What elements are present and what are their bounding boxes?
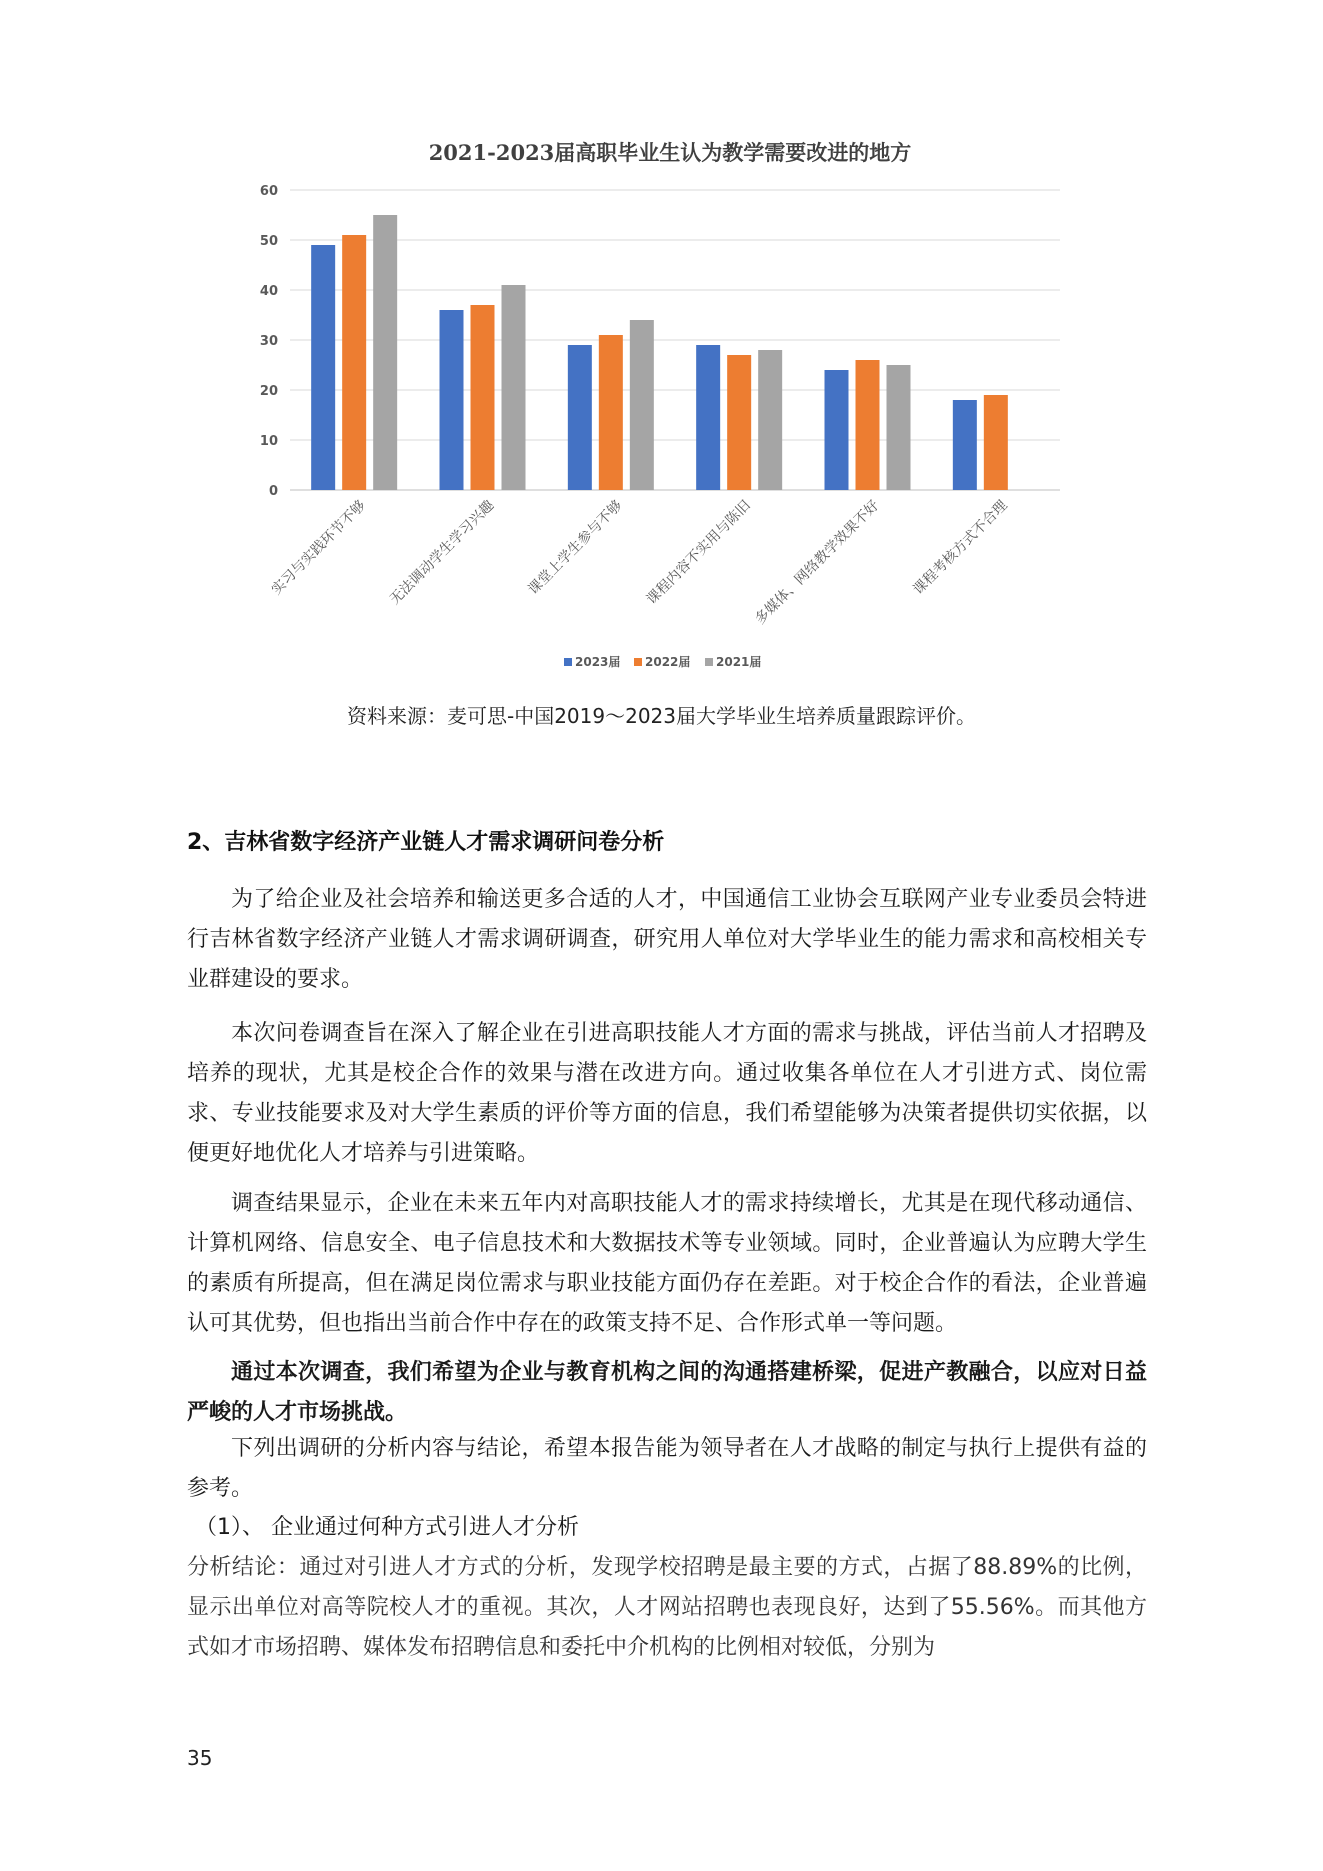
y-tick-label: 60 (259, 184, 278, 199)
bar-2022届-5 (984, 395, 1008, 490)
source-note: 资料来源：麦可思-中国2019～2023届大学毕业生培养质量跟踪评价。 (346, 704, 976, 728)
legend-swatch (634, 658, 642, 666)
sub-heading: （1）、 企业通过何种方式引进人才分析 (195, 1515, 579, 1540)
bar-2022届-0 (342, 235, 366, 490)
chart-title: 2021-2023届高职毕业生认为教学需要改进的地方 (428, 140, 912, 165)
bar-2021届-2 (630, 320, 654, 490)
x-category-label: 课堂上学生参与不够 (525, 497, 626, 598)
bar-2022届-2 (599, 335, 623, 490)
chart-legend (564, 655, 761, 669)
x-category-label: 课程内容不实用与陈旧 (643, 497, 754, 608)
y-tick-label: 0 (268, 484, 278, 499)
x-category-label: 实习与实践环节不够 (268, 497, 369, 598)
bar-2021届-0 (373, 215, 397, 490)
x-category-label: 无法调动学生学习兴趣 (387, 497, 498, 608)
x-category-label: 多媒体、网络教学效果不好 (752, 497, 883, 628)
bar-2021届-3 (758, 350, 782, 490)
bar-2023届-0 (311, 245, 335, 490)
legend-label: 2021届 (716, 655, 762, 669)
bar-2023届-3 (696, 345, 720, 490)
bar-chart (240, 130, 1100, 690)
paragraph-2: 本次问卷调查旨在深入了解企业在引进高职技能人才方面的需求与挑战，评估当前人才招聘及培养的现状，尤其是校企合作的效果与潜在改进方向。通过收集各单位在人才引进方式、岗位需求、专业技能要求及对大学生素质的评价等方面的信息，我们希望能够为决策者提供切实依据，以便更好地优化人才培养与引进策略。 (187, 1021, 1147, 1166)
legend-swatch (705, 658, 713, 666)
y-tick-label: 50 (259, 234, 278, 249)
legend-swatch (564, 658, 572, 666)
bar-2023届-2 (568, 345, 592, 490)
paragraph-3: 调查结果显示，企业在未来五年内对高职技能人才的需求持续增长，尤其是在现代移动通信、计算机网络、信息安全、电子信息技术和大数据技术等专业领域。同时，企业普遍认为应聘大学生的素质有所提高，但在满足岗位需求与职业技能方面仍存在差距。对于校企合作的看法，企业普遍认可其优势，但也指出当前合作中存在的政策支持不足、合作形式单一等问题。 (187, 1191, 1147, 1336)
page-number: 35 (187, 1746, 213, 1770)
bar-2023届-1 (440, 310, 464, 490)
chart-gridlines (290, 190, 1060, 490)
analysis-conclusion: 分析结论：通过对引进人才方式的分析，发现学校招聘是最主要的方式，占据了88.89%的比例，显示出单位对高等院校人才的重视。其次，人才网站招聘也表现良好，达到了55.56%。而其他方式如才市场招聘、媒体发布招聘信息和委托中介机构的比例相对较低，分别为 (187, 1555, 1147, 1660)
bar-2022届-4 (856, 360, 880, 490)
y-tick-label: 20 (259, 384, 278, 399)
bar-2023届-4 (825, 370, 849, 490)
legend-label: 2022届 (645, 655, 691, 669)
paragraph-1: 为了给企业及社会培养和输送更多合适的人才，中国通信工业协会互联网产业专业委员会特进行吉林省数字经济产业链人才需求调研调查，研究用人单位对大学毕业生的能力需求和高校相关专业群建设的要求。 (187, 887, 1147, 992)
chart-bars (311, 215, 1008, 490)
y-tick-label: 10 (259, 434, 278, 449)
y-tick-label: 40 (259, 284, 278, 299)
bar-2022届-3 (727, 355, 751, 490)
y-tick-label: 30 (259, 334, 278, 349)
bar-2021届-1 (502, 285, 526, 490)
section-heading: 2、吉林省数字经济产业链人才需求调研问卷分析 (187, 830, 665, 855)
paragraph-5: 下列出调研的分析内容与结论，希望本报告能为领导者在人才战略的制定与执行上提供有益的参考。 (187, 1436, 1147, 1501)
x-axis-category-labels (268, 497, 1011, 628)
bar-2023届-5 (953, 400, 977, 490)
x-category-label: 课程考核方式不合理 (910, 497, 1011, 598)
bar-2021届-4 (887, 365, 911, 490)
legend-label: 2023届 (575, 655, 621, 669)
y-axis-ticks (260, 184, 278, 499)
paragraph-4: 通过本次调查，我们希望为企业与教育机构之间的沟通搭建桥梁，促进产教融合，以应对日益严峻的人才市场挑战。 (187, 1360, 1147, 1425)
bar-2022届-1 (471, 305, 495, 490)
